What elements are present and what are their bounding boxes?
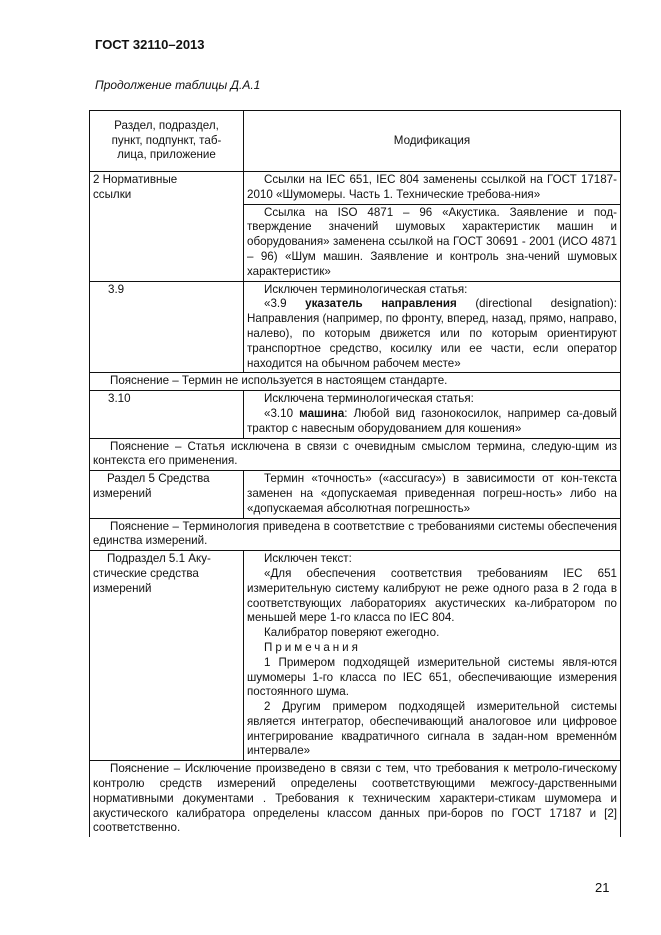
excluded-quote: «Для обеспечения соответствия требованиям IEC 651 измерительную систему калибруют не реже одного раза в 2 года в соответствующих лабораториях акустических ка-либратором по меньшей мере 1-го класса по IEC 804.	[247, 566, 617, 625]
table-row	[90, 172, 621, 205]
table-row	[90, 281, 621, 373]
header-col-modification: Модификация	[244, 111, 621, 172]
modification-text: Ссылка на ISO 4871 – 96 «Акустика. Заявление и под-тверждение значений шумовых характеристик машин и оборудования» заменена ссылкой на ГОСТ 30691 - 2001 (ИСО 4871 – 96) «Шум машин. Заявление и контроль зна-чений шумовых характеристик»	[247, 205, 617, 278]
section-cell: 3.10	[90, 391, 244, 438]
table-header-row	[90, 111, 621, 172]
table-caption: Продолжение таблицы Д.А.1	[95, 78, 261, 92]
explanation-text: Пояснение – Терминология приведена в соответствие с требованиями системы обеспечения единства измерений.	[93, 519, 617, 548]
calibrator-text: Калибратор поверяют ежегодно.	[264, 626, 440, 640]
table-row	[90, 391, 621, 438]
explanation-cell	[90, 373, 621, 391]
modification-cell	[244, 281, 621, 373]
modification-text: Термин «точность» («accuracy») в зависимости от кон-текста заменен на «допускаемая приведенная погреш-ность» либо на «допускаемая абсолютная погрешность»	[247, 472, 617, 515]
section-line: Раздел 5 Средства	[107, 472, 210, 486]
modification-cell	[244, 204, 621, 281]
term-text: (directional designation): Направления (например, по фронту, вперед, назад, прямо, направо, налево), по которым движется или по которым ориентируют транспортное средство, косилку или ее части, если оператор находится на обычном рабочем месте»	[247, 297, 617, 370]
header-col-section-line1: Раздел, подраздел,	[114, 118, 219, 132]
modification-cell	[244, 172, 621, 205]
term-text: : Любой вид газонокосилок, например са-довый трактор с навесным оборудованием для кошения»	[247, 406, 618, 435]
section-cell	[90, 172, 244, 282]
modification-text: Ссылки на IEC 651, IEC 804 заменены ссылкой на ГОСТ 17187- 2010 «Шумомеры. Часть 1. Технические требова-ния»	[247, 173, 617, 201]
term-definition	[247, 297, 617, 371]
table-row	[90, 761, 621, 837]
table-row	[90, 471, 621, 518]
term-prefix: «3.9	[264, 297, 306, 311]
section-cell: 3.9	[90, 281, 244, 373]
section-line: измерений	[93, 581, 152, 595]
page-number: 21	[595, 880, 610, 895]
standard-header: ГОСТ 32110–2013	[95, 37, 205, 52]
table-row	[90, 518, 621, 551]
term-name: машина	[299, 406, 345, 420]
explanation-text: Пояснение – Статья исключена в связи с очевидным смыслом термина, следую-щим из контекста его применения.	[93, 439, 617, 468]
explanation-cell	[90, 761, 621, 837]
table-row	[90, 373, 621, 391]
section-line: стические средства	[93, 566, 199, 580]
note-item: 1 Примером подходящей измерительной системы явля-ются шумомеры 1-го класса по IEC 651, обеспечивающие измерения постоянного шума.	[247, 655, 617, 699]
term-name: указатель направления	[305, 297, 457, 311]
section-line: Подраздел 5.1 Аку-	[107, 552, 211, 566]
term-prefix: «3.10	[264, 406, 300, 420]
modification-cell	[244, 391, 621, 438]
header-col-section-line2: пункт, подпункт, таб-	[111, 133, 222, 147]
term-definition	[247, 407, 617, 437]
section-cell	[90, 471, 244, 518]
section-line: 2 Нормативные	[93, 173, 178, 186]
table-row	[90, 551, 621, 761]
section-line: ссылки	[93, 187, 132, 201]
explanation-text: Пояснение – Исключение произведено в связи с тем, что требования к метроло-гическому контролю средств измерений определены соответствующими межгосу-дарственными нормативными документами . Требования к техническим характери-стикам шумомера и акустического калибратора определены классом данных при-боров по ГОСТ 17187 и [2] соответственно.	[93, 762, 617, 835]
header-col-section	[90, 111, 244, 172]
header-col-section-line3: лица, приложение	[117, 148, 216, 162]
explanation-cell	[90, 518, 621, 551]
modification-text: Исключена терминологическая статья:	[264, 392, 474, 406]
section-cell	[90, 551, 244, 761]
modification-text: Исключен терминологическая статья:	[264, 282, 468, 296]
modification-cell	[244, 551, 621, 761]
table-row	[90, 438, 621, 471]
modification-cell	[244, 471, 621, 518]
modification-text: Исключен текст:	[264, 552, 352, 566]
notes-title: Примечания	[264, 640, 361, 654]
modification-table	[89, 110, 621, 837]
note-item: 2 Другим примером подходящей измерительной системы является интегратор, обеспечивающий аналоговое или цифровое интегрирование квадратичного сигнала в задан-ном временно́м интервале»	[247, 700, 617, 758]
section-line: измерений	[93, 486, 152, 500]
explanation-cell	[90, 438, 621, 471]
explanation-text: Пояснение – Термин не используется в настоящем стандарте.	[110, 374, 448, 388]
